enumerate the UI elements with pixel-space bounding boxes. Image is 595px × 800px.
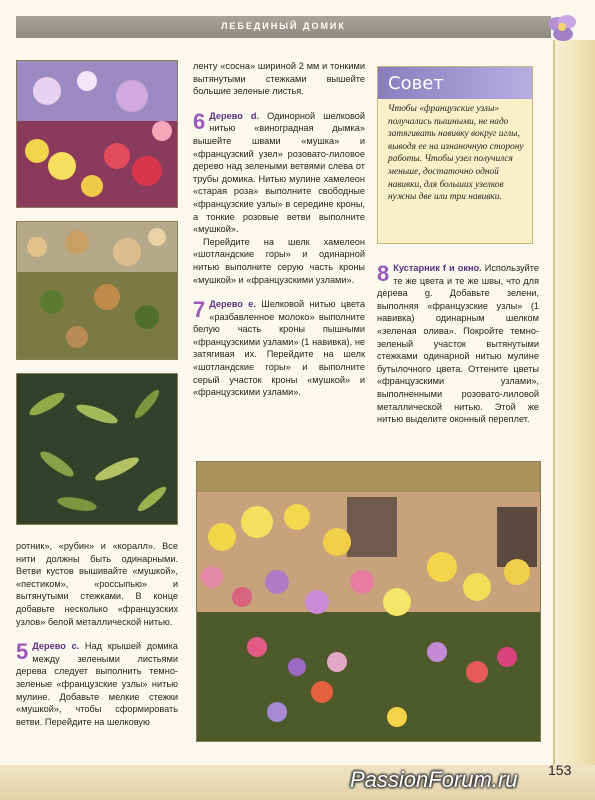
left-continued-paragraph: ротник», «рубин» и «коралл». Все нити должны быть одинарными. Ветви кустов вышивайте «мушкой», «пестиком», «россыпью» и вытянутыми стежками. В конце добавьте несколько «французских узлов» белой металлической нитью. bbox=[16, 541, 178, 627]
middle-text-column bbox=[193, 60, 365, 399]
header-band bbox=[16, 16, 551, 38]
decorative-side-strip bbox=[553, 40, 595, 765]
step-7-paragraph bbox=[193, 298, 365, 399]
step-6-text: Одинорной шелковой нитью «виноградная дымка» вышейте швами «мушка» и «французский узел» розовато-лиловое дерево над зелеными ветвями слева от трубы домика. Нитью мулине хамелеон «старая роза» выполните свободные «французские узлы» в середине кроны, а тонкие розовые ветви выполните «мушкой». bbox=[193, 110, 365, 235]
step-6-number: 6 bbox=[193, 108, 206, 134]
step-8-paragraph bbox=[377, 262, 539, 426]
embroidery-photo-flowers bbox=[16, 60, 178, 208]
tip-box-title: Совет bbox=[388, 73, 444, 94]
flower-ribbon-logo bbox=[545, 12, 581, 46]
tip-box bbox=[377, 66, 533, 244]
step-8-title: Кустарник f и окно. bbox=[393, 263, 482, 273]
tip-box-text: Чтобы «французские узлы» получались пышными, не надо затягивать навивку вокруг иглы, выводя ее на изнаночную сторону работы. Чтобы узел получился меньше, достаточно одной навивки, для больших узелков нужны две или три навивки. bbox=[388, 104, 524, 203]
step-8-text: Используйте те же цвета и те же швы, что для дерева g. Добавьте зелени, выполняя «французские узлы» (1 навивка) одинарным шелком «зеленая олива». Покройте темно-зеленый участок вытянутыми стежками одинарной нитью мулине бутылочного цвета. Оттените цветы «французскими узлами», выполненными розовато-лиловой металлической нитью. Этой же нитью выделите оконный переплет. bbox=[377, 263, 539, 425]
watermark: PassionForum.ru bbox=[350, 767, 518, 792]
step-7-number: 7 bbox=[193, 297, 206, 323]
embroidery-photo-leaves bbox=[16, 373, 178, 525]
step-5-text: Над крышей домика между зелеными листьями дерева следует выполнить темно-зеленые «французские узлы» нитью мулине. Добавьте мелкие стежки «мушкой», чтобы сформировать ветви. Перейдите на шелковую bbox=[16, 641, 178, 727]
tip-box-header bbox=[378, 67, 532, 99]
step-5-title: Дерево с. bbox=[32, 641, 80, 652]
embroidery-photo-knots bbox=[16, 221, 178, 360]
step-6-text-2: Перейдите на шелк хамелеон «шотландские горы» и одинарной нитью выполните серую часть кроны «мушкой» и «французскими узлами». bbox=[193, 236, 365, 285]
step-6-title: Дерево d. bbox=[209, 110, 260, 121]
page-number: 153 bbox=[548, 762, 572, 778]
page-header-title: ЛЕБЕДИНЫЙ ДОМИК bbox=[221, 21, 346, 31]
left-text-column bbox=[16, 540, 178, 728]
step-6-paragraph bbox=[193, 110, 365, 236]
step-5-number: 5 bbox=[16, 639, 29, 665]
step-5-paragraph bbox=[16, 640, 178, 728]
step-7-text: Шелковой нитью цвета «разбавленное молоко» выполните белую часть кроны пышными «французскими узлами» (1 навивка), не затягивая их. Перейдите на шелк «шотландские горы» и выполните серый участок кроны «мушкой» и «французскими узлами». bbox=[193, 299, 365, 398]
intro-paragraph: ленту «сосна» шириной 2 мм и тонкими вытянутыми стежками вышейте большие зеленые листья. bbox=[193, 61, 365, 97]
step-8-number: 8 bbox=[377, 261, 390, 286]
embroidery-photo-cottage-garden bbox=[196, 461, 541, 742]
step-7-title: Дерево е. bbox=[209, 299, 256, 310]
right-text-column bbox=[377, 262, 539, 426]
